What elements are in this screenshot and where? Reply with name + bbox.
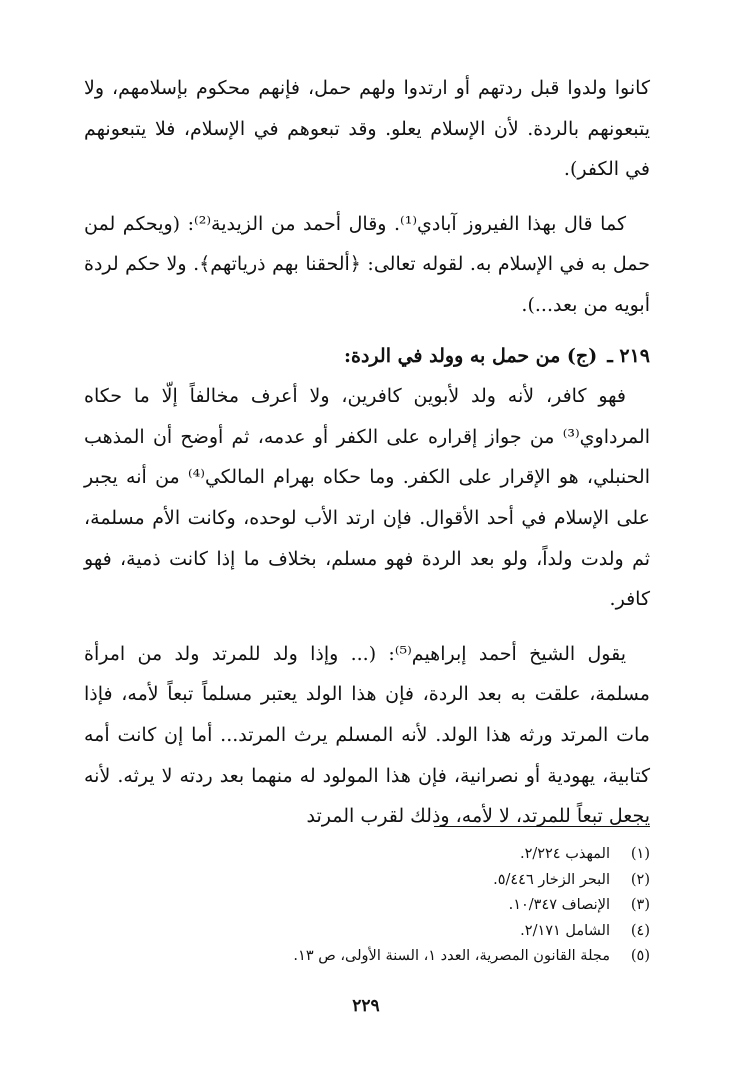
footnote-item	[84, 868, 650, 894]
paragraph-2: كما قال بهذا الفيروز آبادي⁽¹⁾. وقال أحمد من الزيدية⁽²⁾: (ويحكم لمن حمل به في الإسلام به. لقوله تعالى: ﴿ألحقنا بهم ذرياتهم﴾. ولا حكم لردة أبويه من بعد...).	[84, 212, 650, 316]
section-heading	[84, 336, 650, 377]
main-text	[84, 68, 650, 837]
footnote-number: (٣)	[630, 897, 650, 914]
footnote-text: الشامل ٢/١٧١.	[520, 922, 610, 939]
footnote-item	[84, 944, 650, 970]
footnote-number: (١)	[630, 846, 650, 862]
footnote-item	[84, 893, 650, 919]
footnote-number: (٤)	[630, 922, 650, 939]
paragraph-1: كانوا ولدوا قبل ردتهم أو ارتدوا ولهم حمل، فإنهم محكوم بإسلامهم، ولا يتبعونهم بالردة. لأن الإسلام يعلو. وقد تبعوهم في الإسلام، فلا يتبعونهم في الكفر).	[84, 77, 650, 181]
footnote-text: البحر الزخار ٥/٤٤٦.	[493, 871, 610, 888]
section-number: ٢١٩ ـ	[607, 344, 650, 367]
footnote-text: الإنصاف ١٠/٣٤٧.	[508, 897, 610, 914]
paragraph-4: يقول الشيخ أحمد إبراهيم⁽⁵⁾: (... وإذا ولد للمرتد ولد من امرأة مسلمة، علقت به بعد الردة، فإن هذا الولد يعتبر مسلماً تبعاً لأمه، فإذا مات المرتد ورثه هذا الولد. لأنه المسلم يرث المرتد... أما إن كانت أمه كتابية، يهودية أو نصرانية، فإن هذا المولود له منهما بعد ردته لا يرثه. لأنه يجعل تبعاً للمرتد، لا لأمه، وذلك لقرب المرتد	[84, 642, 650, 828]
footnotes-list	[84, 842, 650, 970]
footnote-number: (٥)	[630, 948, 650, 965]
footnote-item	[84, 842, 650, 868]
page-number: ٢٢٩	[352, 996, 380, 1016]
footnote-separator	[434, 826, 650, 827]
footnote-text: مجلة القانون المصرية، العدد ١، السنة الأولى، ص ١٣.	[293, 948, 610, 965]
footnote-item	[84, 919, 650, 945]
paragraph-3: فهو كافر، لأنه ولد لأبوين كافرين، ولا أعرف مخالفاً إلّا ما حكاه المرداوي⁽³⁾ من جواز إقراره على الكفر أو عدمه، ثم أوضح أن المذهب الحنبلي، هو الإقرار على الكفر. وما حكاه بهرام المالكي⁽⁴⁾ من أنه يجبر على الإسلام في أحد الأقوال. فإن ارتد الأب لوحده، وكانت الأم مسلمة، ثم ولدت ولداً، ولو بعد الردة فهو مسلم، بخلاف ما إذا كانت ذمية، فهو كافر.	[84, 385, 650, 611]
footnote-number: (٢)	[630, 871, 650, 888]
footnote-text: المهذب ٢/٢٢٤.	[519, 846, 610, 862]
section-title: (ج) من حمل به وولد في الردة:	[344, 344, 598, 367]
